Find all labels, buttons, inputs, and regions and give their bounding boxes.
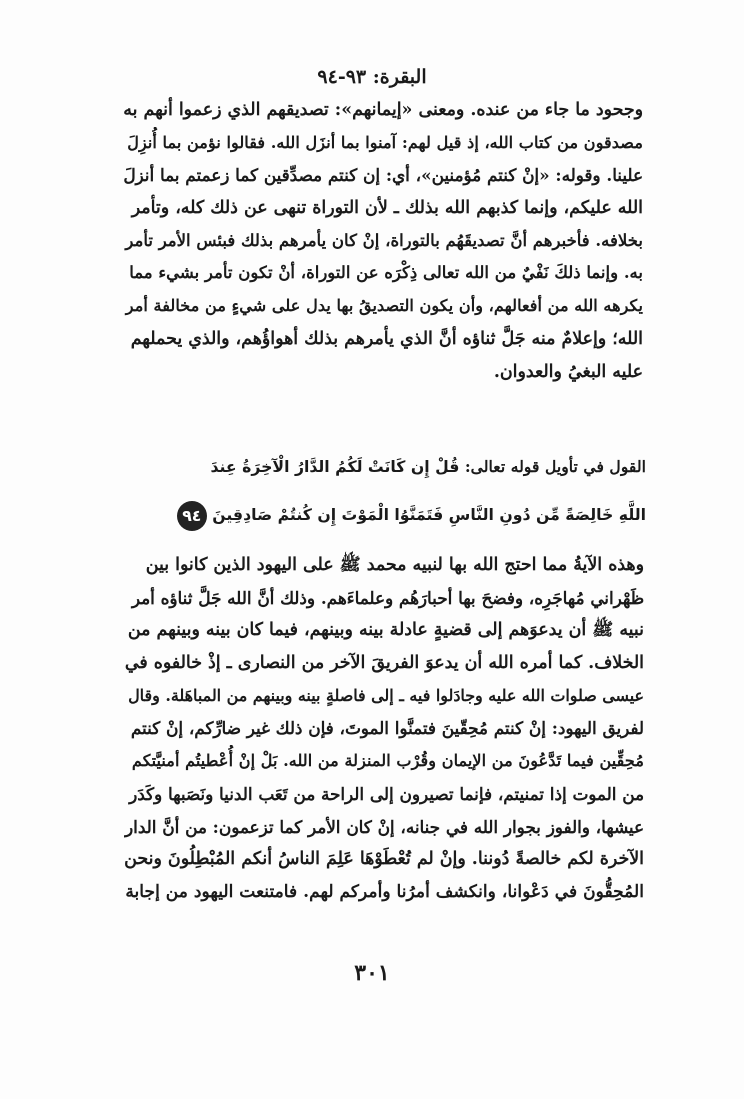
text-line: الآخرة لكم خالصةً دُوننا. وإنْ لم تُعْطَوْهَا عَلِمَ الناسُ أنكم المُبْطِلُونَ ونحن <box>124 849 644 870</box>
text-line: نبيه ﷺ أن يدعوَهم إلى قضيةٍ عادلة بينه وبينهم، فيما كان بينه وبينهم من <box>127 620 644 641</box>
verse-text-line-1: قُلْ إِن كَانَتْ لَكُمُ الدَّارُ الْآخِرَةُ عِندَ <box>210 457 460 476</box>
running-header: البقرة: ٩٣-٩٤ <box>317 66 427 88</box>
quran-verse-block <box>106 443 646 539</box>
commentary-paragraph-1 <box>123 94 643 388</box>
text-line: به. وإنما ذلكَ نَفْيٌ من الله تعالى ذِكْرَه عن التوراة، أنْ تكون تأمر بشيء مما <box>129 263 643 283</box>
text-line: مُحِقِّين فيما تَدَّعُونَ من الإيمان وقُرْب المنزلة من الله. بَلْ إنْ أُعْطيتُم أمنيَّتكم <box>131 751 644 771</box>
text-line: يكرهه الله من أفعالهم، وأن يكون التصديقُ بها يدل على شيءٍ من مخالفة أمر <box>125 296 643 316</box>
text-line: بخلافه. فأخبرهم أنَّ تصديقَهُم بالتوراة، إنْ كان يأمرهم بذلك فبئس الأمر تأمر <box>125 230 643 250</box>
text-line: علينا. وقوله: «إنْ كنتم مُؤمنين»، أي: إن كنتم مصدِّقين كما زعمتم بما أنزلَ <box>123 165 643 186</box>
commentary-paragraph-2 <box>124 549 644 909</box>
verse-text-line-2: اللَّهِ خَالِصَةً مِّن دُونِ النَّاسِ فَتَمَنَّوُا الْمَوْتَ إِن كُنتُمْ صَادِقِينَ <box>212 505 646 524</box>
text-line: عيسى صلوات الله عليه وجادَلوا فيه ـ إلى فاصلةٍ بينه وبينهم من المباهَلة. وقال <box>128 685 644 705</box>
text-line: لفريق اليهود: إنْ كنتم مُحِقّينَ فتمنَّوا الموتَ، فإن ذلك غير ضارِّكم، إنْ كنتم <box>130 718 644 739</box>
text-line: الله عليكم، وإنما كذبهم الله بذلك ـ لأن التوراة تنهى عن ذلك كله، وتأمر <box>131 198 643 219</box>
text-line: من الموت إذا تمنيتم، فإنما تصيرون إلى الراحة من تَعَب الدنيا ونَصَبها وكَدَر <box>129 783 644 804</box>
text-line: الله؛ وإعلامٌ منه جَلَّ ثناؤه أنَّ الذي يأمرهم بذلك أهواؤُهم، والذي يحملهم <box>130 328 643 349</box>
text-line: ظَهْراني مُهاجَرِه، وفضحَ بها أحبارَهُم وعلماءَهم. وذلك أنَّ الله جَلَّ ثناؤه أمر <box>131 587 644 608</box>
text-line: المُحِقُّونَ في دَعْوانا، وانكشف أمرُنا وأمركم لهم. فامتنعت اليهود من إجابة <box>125 881 644 902</box>
text-line: وجحود ما جاء من عنده. ومعنى «إيمانهم»: تصديقهم الذي زعموا أنهم به <box>123 100 643 120</box>
ayah-number-marker: ٩٤ <box>177 501 207 531</box>
text-line: عليه البغيُ والعدوان. <box>493 361 643 382</box>
text-line: مصدقون من كتاب الله، إذ قيل لهم: آمنوا بما أنزَل الله. فقالوا نؤمن بما أُنزِلَ <box>127 132 643 152</box>
text-line: الخلاف. كما أمره الله أن يدعوَ الفريقَ الآخر من النصارى ـ إذْ خالفوه في <box>124 653 644 674</box>
text-line: عيشها، والفوز بجوار الله في جنانه، إنْ كان الأمر كما تزعمون: من أنَّ الدار <box>125 816 644 837</box>
text-line: وهذه الآيةُ مما احتج الله بها لنبيه محمد ﷺ على اليهود الذين كانوا بين <box>145 555 644 575</box>
page-number: ٣٠١ <box>354 960 390 986</box>
verse-intro: القول في تأويل قوله تعالى: <box>464 457 646 476</box>
